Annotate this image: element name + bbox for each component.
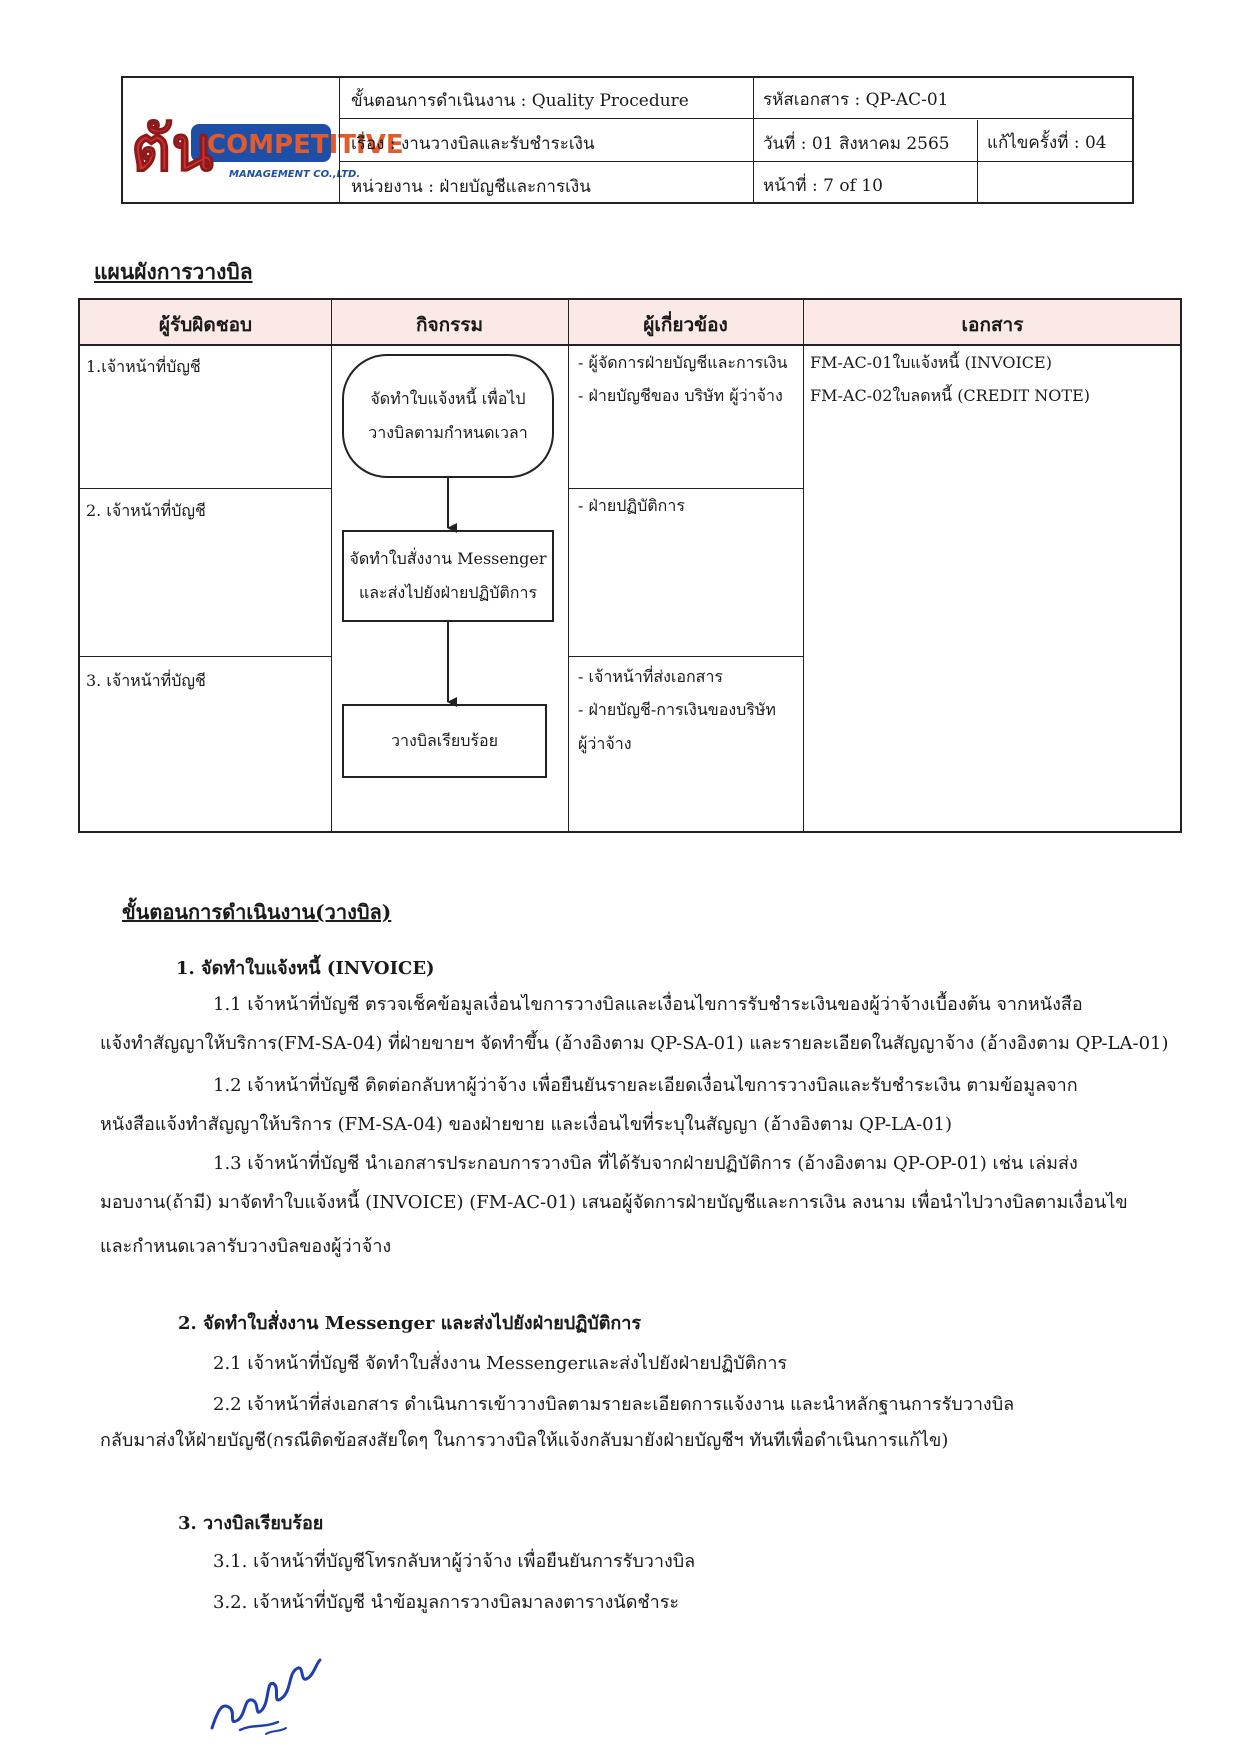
step-1-line-6: มอบงาน(ถ้ามี) มาจัดทำใบแจ้งหนี้ (INVOICE) (FM-AC-01) เสนอผู้จัดการฝ่ายบัญชีและการเงิน ลงนาม เพื่อนำไปวางบิลตามเงื่อนไข	[100, 1192, 1128, 1213]
document-invoice: FM-AC-01ใบแจ้งหนี้ (INVOICE)	[810, 353, 1052, 372]
column-activity: กิจกรรม	[415, 314, 484, 336]
related-3-c: ผู้ว่าจ้าง	[578, 734, 632, 753]
related-2-a: - ฝ่ายปฏิบัติการ	[578, 496, 685, 515]
step-2-line-1: 2.1 เจ้าหน้าที่บัญชี จัดทำใบสั่งงาน Messengerและส่งไปยังฝ่ายปฏิบัติการ	[213, 1353, 788, 1374]
flow-arrows	[80, 300, 1184, 835]
step-1-line-4: หนังสือแจ้งทำสัญญาให้บริการ (FM-SA-04) ของฝ่ายขาย และเงื่อนไขที่ระบุในสัญญา (อ้างอิงตาม QP-LA-01)	[100, 1114, 953, 1135]
page-number: หน้าที่ : 7 of 10	[763, 176, 883, 196]
svg-text:ตัน: ตัน	[131, 112, 214, 185]
related-1-b: - ฝ่ายบัญชีของ บริษัท ผู้ว่าจ้าง	[578, 386, 783, 405]
step-1-line-2: แจ้งทำสัญญาให้บริการ(FM-SA-04) ที่ฝ่ายขายฯ จัดทำขึ้น (อ้างอิงตาม QP-SA-01) และรายละเอียดในสัญญาจ้าง (อ้างอิงตาม QP-LA-01)	[100, 1033, 1169, 1054]
related-3-a: - เจ้าหน้าที่ส่งเอกสาร	[578, 667, 724, 686]
column-responsible: ผู้รับผิดชอบ	[158, 314, 253, 336]
step-1-line-3: 1.2 เจ้าหน้าที่บัญชี ติดต่อกลับหาผู้ว่าจ้าง เพื่อยืนยันรายละเอียดเงื่อนไขการวางบิลและรับชำระเงิน ตามข้อมูลจาก	[213, 1075, 1078, 1096]
activity-1-line-2: วางบิลตามกำหนดเวลา	[368, 423, 528, 442]
responsible-1: 1.เจ้าหน้าที่บัญชี	[86, 357, 201, 376]
step-3-heading: 3. วางบิลเรียบร้อย	[178, 1513, 324, 1534]
step-1-heading: 1. จัดทำใบแจ้งหนี้ (INVOICE)	[176, 958, 435, 979]
step-1-line-5: 1.3 เจ้าหน้าที่บัญชี นำเอกสารประกอบการวางบิล ที่ได้รับจากฝ่ายปฏิบัติการ (อ้างอิงตาม QP-OP-01) เช่น เล่มส่ง	[213, 1153, 1078, 1174]
procedure-label: ขั้นตอนการดำเนินงาน : Quality Procedure	[351, 91, 689, 111]
step-2-line-3: กลับมาส่งให้ฝ่ายบัญชี(กรณีติดข้อสงสัยใดๆ ในการวางบิลให้แจ้งกลับมายังฝ่ายบัญชีฯ ทันทีเพื่อดำเนินการแก้ไข)	[100, 1430, 949, 1451]
flowchart-table	[78, 298, 1182, 833]
logo-subtext: MANAGEMENT CO.,LTD.	[229, 169, 361, 180]
department: หน่วยงาน : ฝ่ายบัญชีและการเงิน	[351, 177, 591, 197]
flowchart-title: แผนผังการวางบิล	[94, 259, 253, 284]
column-documents: เอกสาร	[961, 314, 1024, 336]
step-3-line-1: 3.1. เจ้าหน้าที่บัญชีโทรกลับหาผู้ว่าจ้าง เพื่อยืนยันการรับวางบิล	[213, 1551, 696, 1572]
revision-number: แก้ไขครั้งที่ : 04	[987, 133, 1107, 153]
document-subject: เรื่อง : งานวางบิลและรับชำระเงิน	[351, 134, 595, 154]
activity-1-line-1: จัดทำใบแจ้งหนี้ เพื่อไป	[370, 389, 526, 408]
responsible-2: 2. เจ้าหน้าที่บัญชี	[86, 501, 206, 520]
document-date: วันที่ : 01 สิงหาคม 2565	[763, 134, 950, 154]
related-1-a: - ผู้จัดการฝ่ายบัญชีและการเงิน	[578, 353, 788, 372]
step-1-line-7: และกำหนดเวลารับวางบิลของผู้ว่าจ้าง	[100, 1236, 392, 1257]
related-3-b: - ฝ่ายบัญชี-การเงินของบริษัท	[578, 700, 776, 719]
logo-text: COMPETITIVE	[207, 130, 404, 160]
document-header-table	[121, 76, 1134, 204]
activity-2-line-2: และส่งไปยังฝ่ายปฏิบัติการ	[358, 583, 538, 602]
step-2-heading: 2. จัดทำใบสั่งงาน Messenger และส่งไปยังฝ่ายปฏิบัติการ	[178, 1313, 642, 1334]
step-2-line-2: 2.2 เจ้าหน้าที่ส่งเอกสาร ดำเนินการเข้าวางบิลตามรายละเอียดการแจ้งงาน และนำหลักฐานการรับวางบิล	[213, 1394, 1015, 1415]
step-1-line-1: 1.1 เจ้าหน้าที่บัญชี ตรวจเช็คข้อมูลเงื่อนไขการวางบิลและเงื่อนไขการรับชำระเงินของผู้ว่าจ้างเบื้องต้น จากหนังสือ	[213, 994, 1083, 1015]
document-credit-note: FM-AC-02ใบลดหนี้ (CREDIT NOTE)	[810, 386, 1091, 405]
company-logo	[129, 90, 404, 190]
responsible-3: 3. เจ้าหน้าที่บัญชี	[86, 671, 206, 690]
activity-2-line-1: จัดทำใบสั่งงาน Messenger	[349, 549, 547, 568]
procedure-title: ขั้นตอนการดำเนินงาน(วางบิล)	[122, 900, 392, 924]
step-3-line-2: 3.2. เจ้าหน้าที่บัญชี นำข้อมูลการวางบิลมาลงตารางนัดชำระ	[213, 1592, 680, 1613]
document-code: รหัสเอกสาร : QP-AC-01	[763, 90, 949, 110]
activity-3-line-1: วางบิลเรียบร้อย	[391, 731, 498, 750]
handwritten-signature	[200, 1650, 330, 1740]
column-related: ผู้เกี่ยวข้อง	[643, 314, 728, 336]
